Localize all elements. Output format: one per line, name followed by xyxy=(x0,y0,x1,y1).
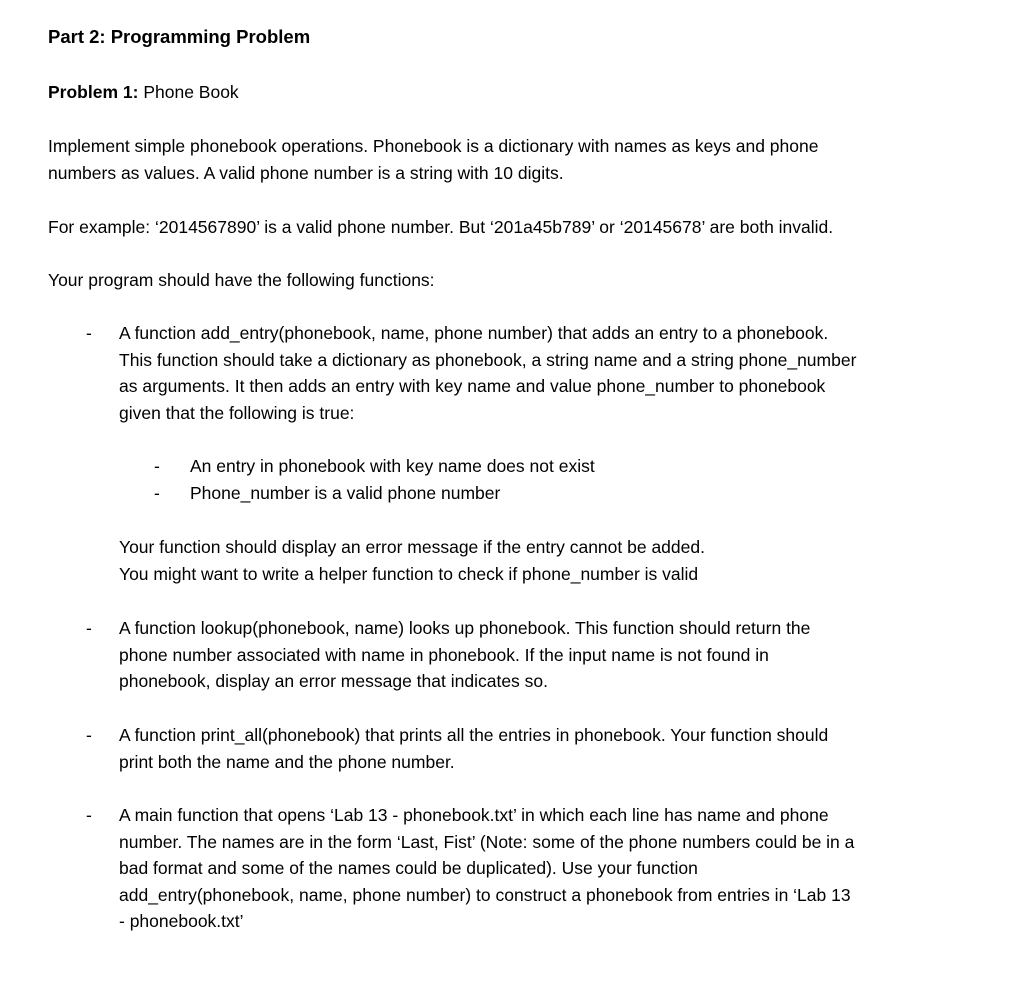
sub-bullet-dash: - xyxy=(154,483,160,503)
text-line: You might want to write a helper function to check if phone_number is valid xyxy=(119,563,699,584)
bullet-print-all xyxy=(119,722,828,775)
bullet-dash: - xyxy=(86,805,92,825)
text-line: A function add_entry(phonebook, name, phone number) that adds an entry to a phonebook. xyxy=(119,323,829,343)
text-line: - phonebook.txt’ xyxy=(119,911,244,931)
text-line: phonebook, display an error message that indicates so. xyxy=(119,671,549,691)
page-title: Part 2: Programming Problem xyxy=(48,26,311,47)
bullet-add-entry xyxy=(119,320,856,426)
sub-bullet: An entry in phonebook with key name does not exist xyxy=(190,456,595,476)
text-line: Implement simple phonebook operations. Phonebook is a dictionary with names as keys and phone xyxy=(48,136,819,156)
bullet-dash: - xyxy=(86,725,92,745)
problem-heading xyxy=(48,79,239,106)
intro-paragraph xyxy=(48,133,818,186)
sub-bullet-dash: - xyxy=(154,456,160,476)
text-line: given that the following is true: xyxy=(119,402,355,423)
example-paragraph: For example: ‘2014567890’ is a valid phone number. But ‘201a45b789’ or ‘20145678’ are both invalid. xyxy=(48,217,834,237)
text-line: A main function that opens ‘Lab 13 - phonebook.txt’ in which each line has name and phone xyxy=(119,805,829,825)
text-line: This function should take a dictionary as phonebook, a string name and a string phone_number xyxy=(119,349,857,370)
problem-name: Phone Book xyxy=(143,82,239,102)
text-line: bad format and some of the names could be duplicated). Use your function xyxy=(119,858,698,878)
bullet-lookup xyxy=(119,615,810,695)
text-line: number. The names are in the form ‘Last, Fist’ (Note: some of the phone numbers could be in a xyxy=(119,831,855,852)
bullet-dash: - xyxy=(86,323,92,343)
bullet-dash: - xyxy=(86,618,92,638)
text-line: print both the name and the phone number. xyxy=(119,751,455,772)
sub-bullet: Phone_number is a valid phone number xyxy=(190,483,501,503)
text-line: add_entry(phonebook, name, phone number) to construct a phonebook from entries in ‘Lab 13 xyxy=(119,884,851,905)
add-entry-note xyxy=(119,534,705,587)
text-line: Your function should display an error message if the entry cannot be added. xyxy=(119,537,705,557)
problem-label: Problem 1: xyxy=(48,82,139,102)
text-line: A function print_all(phonebook) that prints all the entries in phonebook. Your function should xyxy=(119,725,829,745)
text-line: as arguments. It then adds an entry with key name and value phone_number to phonebook xyxy=(119,376,826,396)
text-line: phone number associated with name in phonebook. If the input name is not found in xyxy=(119,644,769,665)
bullet-main xyxy=(119,802,854,935)
text-line: numbers as values. A valid phone number is a string with 10 digits. xyxy=(48,162,564,183)
functions-intro: Your program should have the following functions: xyxy=(48,270,435,290)
text-line: A function lookup(phonebook, name) looks up phonebook. This function should return the xyxy=(119,618,811,638)
